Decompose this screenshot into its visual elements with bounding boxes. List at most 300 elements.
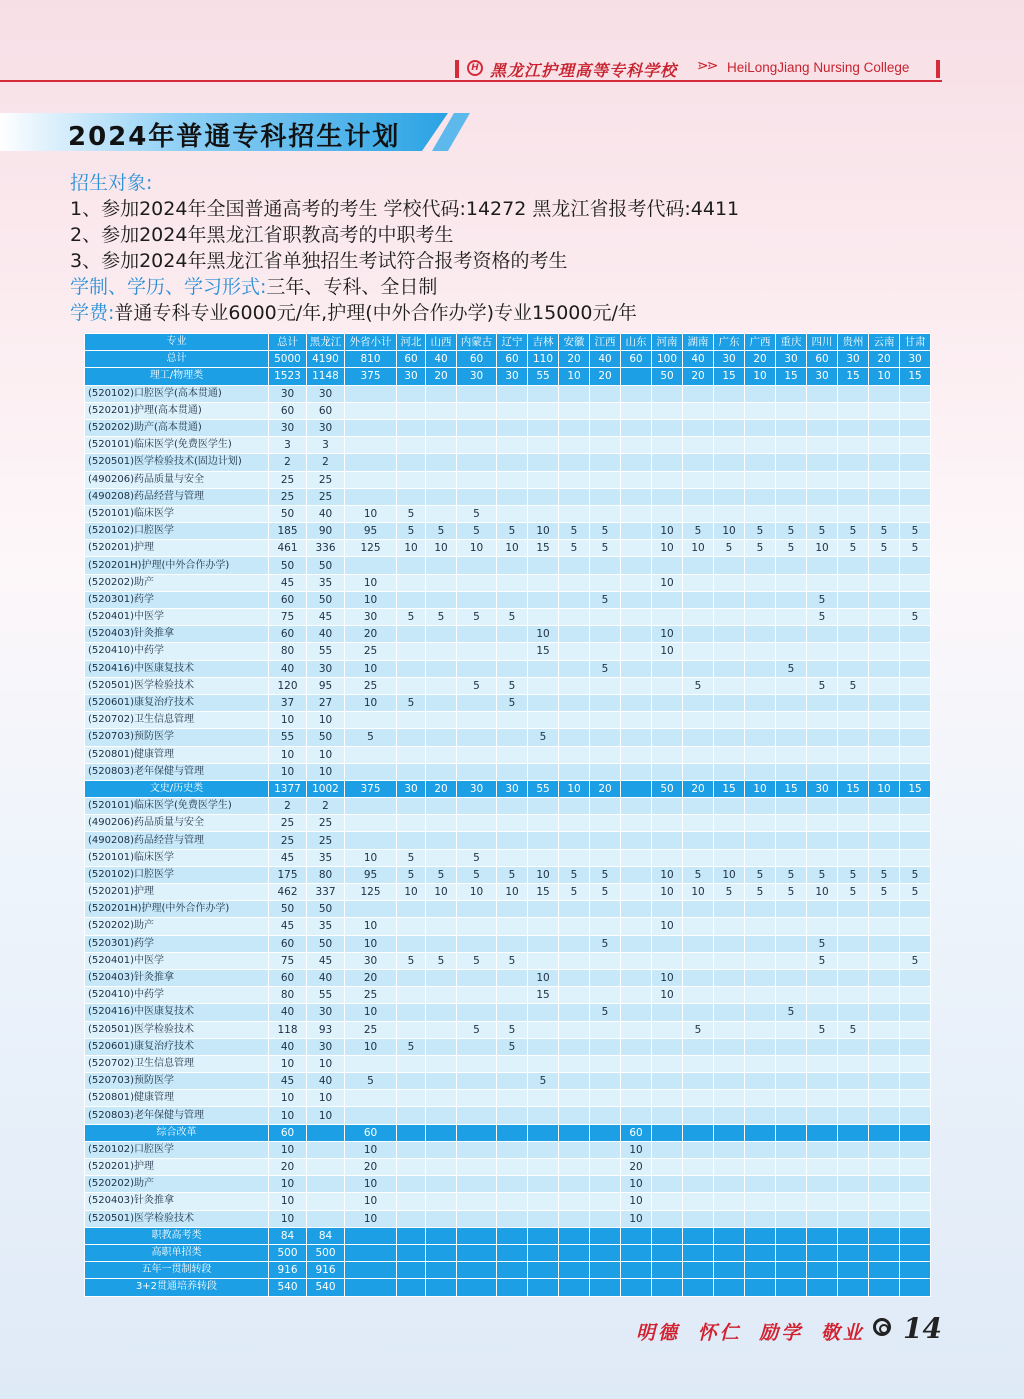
quota-cell	[457, 574, 497, 591]
quota-cell	[397, 385, 426, 402]
quota-cell: 25	[269, 815, 307, 832]
quota-cell: 5	[683, 1021, 714, 1038]
quota-cell	[426, 1073, 457, 1090]
table-row	[85, 505, 931, 522]
quota-cell	[745, 660, 776, 677]
quota-cell	[457, 1055, 497, 1072]
quota-cell: 5	[497, 866, 528, 883]
quota-cell	[652, 1038, 683, 1055]
quota-cell	[900, 694, 931, 711]
quota-cell	[426, 437, 457, 454]
quota-cell	[590, 1090, 621, 1107]
quota-cell	[457, 488, 497, 505]
quota-cell	[590, 402, 621, 419]
quota-cell	[745, 454, 776, 471]
quota-cell: 25	[307, 488, 345, 505]
quota-cell	[590, 385, 621, 402]
quota-cell	[776, 454, 807, 471]
quota-cell	[621, 849, 652, 866]
quota-cell	[900, 849, 931, 866]
quota-cell: 10	[652, 540, 683, 557]
quota-cell	[869, 385, 900, 402]
quota-cell	[426, 918, 457, 935]
quota-cell: 5	[714, 884, 745, 901]
quota-cell: 5	[838, 884, 869, 901]
table-row	[85, 677, 931, 694]
quota-cell	[652, 471, 683, 488]
system-label: 学制、学历、学习形式:	[70, 276, 267, 298]
table-row	[85, 832, 931, 849]
quota-cell	[683, 505, 714, 522]
quota-cell	[590, 437, 621, 454]
quota-cell: 3	[307, 437, 345, 454]
column-header: 江西	[590, 334, 621, 351]
quota-cell	[497, 626, 528, 643]
quota-cell	[528, 591, 559, 608]
quota-cell	[345, 746, 397, 763]
quota-cell	[590, 1279, 621, 1296]
quota-cell	[457, 832, 497, 849]
quota-cell	[426, 832, 457, 849]
table-row	[85, 849, 931, 866]
quota-cell	[714, 935, 745, 952]
quota-cell	[745, 918, 776, 935]
quota-cell	[457, 402, 497, 419]
quota-cell: 84	[307, 1227, 345, 1244]
quota-cell	[838, 1279, 869, 1296]
quota-cell	[683, 815, 714, 832]
quota-cell	[652, 815, 683, 832]
quota-cell	[776, 987, 807, 1004]
quota-cell: 20	[683, 368, 714, 385]
quota-cell: 30	[807, 368, 838, 385]
major-name-cell: (520702)卫生信息管理	[85, 712, 269, 729]
quota-cell	[900, 832, 931, 849]
quota-cell: 30	[307, 419, 345, 436]
quota-cell	[497, 1279, 528, 1296]
major-name-cell: (520601)康复治疗技术	[85, 694, 269, 711]
quota-cell	[869, 1038, 900, 1055]
quota-cell: 5	[900, 540, 931, 557]
quota-cell: 50	[269, 901, 307, 918]
table-row	[85, 987, 931, 1004]
quota-cell	[776, 712, 807, 729]
quota-cell	[426, 1210, 457, 1227]
quota-cell	[621, 694, 652, 711]
table-row	[85, 1073, 931, 1090]
quota-cell	[776, 969, 807, 986]
quota-cell	[714, 437, 745, 454]
quota-cell	[683, 712, 714, 729]
quota-cell	[776, 677, 807, 694]
quota-cell	[528, 574, 559, 591]
major-name-cell: (520101)临床医学	[85, 849, 269, 866]
quota-cell	[838, 712, 869, 729]
quota-cell: 15	[528, 884, 559, 901]
quota-cell	[528, 1176, 559, 1193]
quota-cell	[652, 798, 683, 815]
quota-cell	[807, 746, 838, 763]
quota-cell	[652, 901, 683, 918]
quota-cell: 10	[621, 1176, 652, 1193]
quota-cell	[652, 1004, 683, 1021]
quota-cell	[590, 1176, 621, 1193]
quota-cell	[807, 1107, 838, 1124]
quota-cell	[559, 1279, 590, 1296]
quota-cell	[345, 1107, 397, 1124]
quota-cell	[900, 1176, 931, 1193]
quota-cell	[900, 987, 931, 1004]
quota-cell	[807, 694, 838, 711]
quota-cell: 50	[652, 780, 683, 797]
quota-cell	[869, 1210, 900, 1227]
quota-cell: 5	[869, 540, 900, 557]
quota-cell	[559, 402, 590, 419]
quota-cell	[714, 1227, 745, 1244]
quota-cell	[345, 454, 397, 471]
quota-cell	[869, 729, 900, 746]
quota-cell	[807, 385, 838, 402]
quota-cell	[457, 626, 497, 643]
quota-cell	[745, 969, 776, 986]
column-header: 甘肃	[900, 334, 931, 351]
quota-cell	[838, 1141, 869, 1158]
quota-cell: 25	[345, 643, 397, 660]
quota-cell	[683, 1073, 714, 1090]
quota-cell	[559, 969, 590, 986]
quota-cell: 1377	[269, 780, 307, 797]
quota-cell	[528, 402, 559, 419]
quota-cell	[457, 1004, 497, 1021]
quota-cell: 15	[714, 780, 745, 797]
quota-cell	[590, 918, 621, 935]
quota-cell: 5	[426, 866, 457, 883]
quota-cell: 37	[269, 694, 307, 711]
quota-cell	[497, 660, 528, 677]
quota-cell: 337	[307, 884, 345, 901]
section-row	[85, 1124, 931, 1141]
quota-cell	[559, 385, 590, 402]
table-header-row	[85, 334, 931, 351]
table-row	[85, 1090, 931, 1107]
quota-cell	[869, 849, 900, 866]
quota-cell: 5	[497, 1021, 528, 1038]
quota-cell: 5	[397, 849, 426, 866]
quota-cell	[528, 952, 559, 969]
quota-cell: 5	[776, 884, 807, 901]
major-name-cell: (520501)医学检验技术	[85, 1210, 269, 1227]
summary-row	[85, 1244, 931, 1261]
quota-cell: 50	[307, 901, 345, 918]
quota-cell	[714, 1244, 745, 1261]
quota-cell: 40	[683, 351, 714, 368]
quota-cell	[714, 832, 745, 849]
column-header: 云南	[869, 334, 900, 351]
quota-cell	[838, 402, 869, 419]
quota-cell	[345, 488, 397, 505]
quota-cell: 10	[621, 1193, 652, 1210]
quota-cell	[776, 1159, 807, 1176]
quota-cell	[807, 1004, 838, 1021]
quota-cell: 10	[307, 1055, 345, 1072]
quota-cell: 55	[269, 729, 307, 746]
quota-cell	[838, 454, 869, 471]
major-name-cell: 职教高考类	[85, 1227, 269, 1244]
quota-cell	[345, 557, 397, 574]
quota-cell	[528, 419, 559, 436]
quota-cell	[345, 1055, 397, 1072]
quota-cell	[652, 660, 683, 677]
quota-cell	[528, 1244, 559, 1261]
quota-cell	[900, 660, 931, 677]
quota-cell: 35	[307, 918, 345, 935]
quota-cell	[869, 505, 900, 522]
quota-cell	[807, 1159, 838, 1176]
quota-cell	[869, 1176, 900, 1193]
quota-cell	[397, 1210, 426, 1227]
quota-cell: 60	[621, 1124, 652, 1141]
quota-cell: 60	[457, 351, 497, 368]
quota-cell	[457, 729, 497, 746]
quota-cell: 84	[269, 1227, 307, 1244]
quota-cell: 20	[590, 368, 621, 385]
quota-cell	[528, 437, 559, 454]
quota-cell	[426, 1244, 457, 1261]
quota-cell	[683, 402, 714, 419]
quota-cell	[683, 901, 714, 918]
quota-cell: 5	[776, 523, 807, 540]
quota-cell: 10	[345, 1038, 397, 1055]
quota-cell: 5	[776, 1004, 807, 1021]
quota-cell	[838, 557, 869, 574]
quota-cell	[807, 901, 838, 918]
quota-cell	[714, 1038, 745, 1055]
table-row	[85, 1021, 931, 1038]
quota-cell	[559, 591, 590, 608]
quota-cell	[397, 1262, 426, 1279]
major-name-cell: (520501)医学检验技术(固边计划)	[85, 454, 269, 471]
quota-cell	[807, 798, 838, 815]
quota-cell	[745, 1073, 776, 1090]
quota-cell: 5	[807, 523, 838, 540]
quota-cell	[590, 1227, 621, 1244]
quota-cell	[528, 1004, 559, 1021]
quota-cell	[397, 437, 426, 454]
quota-cell	[838, 969, 869, 986]
quota-cell	[900, 935, 931, 952]
quota-cell	[528, 1193, 559, 1210]
major-name-cell: (520201)护理	[85, 1159, 269, 1176]
quota-cell	[745, 712, 776, 729]
column-header: 黑龙江	[307, 334, 345, 351]
quota-cell	[457, 918, 497, 935]
quota-cell	[838, 385, 869, 402]
quota-cell: 5	[900, 952, 931, 969]
quota-cell: 10	[345, 1004, 397, 1021]
quota-cell	[590, 763, 621, 780]
quota-cell: 60	[269, 935, 307, 952]
quota-cell: 462	[269, 884, 307, 901]
table-row	[85, 574, 931, 591]
quota-cell	[838, 574, 869, 591]
quota-cell	[345, 1279, 397, 1296]
table-row	[85, 1159, 931, 1176]
quota-cell	[683, 918, 714, 935]
quota-cell	[497, 1073, 528, 1090]
quota-cell	[683, 643, 714, 660]
quota-cell	[869, 660, 900, 677]
major-name-cell: (520801)健康管理	[85, 1090, 269, 1107]
quota-cell	[776, 1107, 807, 1124]
quota-cell	[776, 918, 807, 935]
quota-cell	[621, 609, 652, 626]
quota-cell	[559, 1210, 590, 1227]
quota-cell: 375	[345, 780, 397, 797]
quota-cell	[652, 437, 683, 454]
quota-cell: 30	[307, 660, 345, 677]
quota-cell: 5	[869, 884, 900, 901]
table-row	[85, 952, 931, 969]
quota-cell	[776, 815, 807, 832]
quota-cell: 5	[497, 1038, 528, 1055]
quota-cell	[590, 505, 621, 522]
quota-cell: 30	[457, 780, 497, 797]
school-motto: 明德 怀仁 励学 敬业	[636, 1322, 865, 1344]
quota-cell	[397, 1124, 426, 1141]
quota-cell	[745, 1141, 776, 1158]
quota-cell	[714, 626, 745, 643]
quota-cell	[559, 763, 590, 780]
quota-cell	[426, 1055, 457, 1072]
quota-cell: 45	[269, 1073, 307, 1090]
quota-cell: 10	[345, 918, 397, 935]
quota-cell: 2	[307, 454, 345, 471]
quota-cell	[397, 1055, 426, 1072]
quota-cell: 10	[652, 884, 683, 901]
quota-cell	[652, 935, 683, 952]
quota-cell: 5	[900, 609, 931, 626]
quota-cell: 120	[269, 677, 307, 694]
quota-cell	[652, 677, 683, 694]
quota-cell	[838, 1004, 869, 1021]
quota-cell	[900, 1038, 931, 1055]
quota-cell: 10	[269, 1193, 307, 1210]
quota-cell	[869, 1262, 900, 1279]
quota-cell: 5	[807, 952, 838, 969]
section-row	[85, 368, 931, 385]
quota-cell	[745, 626, 776, 643]
quota-cell	[776, 626, 807, 643]
quota-cell	[652, 763, 683, 780]
quota-cell	[869, 712, 900, 729]
quota-cell	[745, 574, 776, 591]
quota-cell	[838, 763, 869, 780]
quota-cell	[497, 798, 528, 815]
quota-cell	[590, 987, 621, 1004]
quota-cell: 10	[457, 884, 497, 901]
quota-cell	[559, 1227, 590, 1244]
quota-cell: 5	[590, 660, 621, 677]
quota-cell	[528, 849, 559, 866]
quota-cell	[683, 557, 714, 574]
quota-cell	[590, 1262, 621, 1279]
quota-cell	[838, 1090, 869, 1107]
quota-cell: 10	[497, 884, 528, 901]
quota-cell	[807, 815, 838, 832]
quota-cell	[714, 763, 745, 780]
major-name-cell: (520201)护理	[85, 540, 269, 557]
quota-cell: 5	[426, 609, 457, 626]
quota-cell	[869, 763, 900, 780]
quota-cell	[528, 557, 559, 574]
quota-cell	[683, 488, 714, 505]
table-row	[85, 901, 931, 918]
quota-cell: 1002	[307, 780, 345, 797]
quota-cell	[714, 677, 745, 694]
quota-cell	[652, 454, 683, 471]
quota-cell: 60	[397, 351, 426, 368]
table-row	[85, 471, 931, 488]
quota-cell	[497, 454, 528, 471]
quota-cell	[683, 1107, 714, 1124]
quota-cell	[559, 849, 590, 866]
quota-cell: 40	[269, 1004, 307, 1021]
quota-cell: 10	[345, 1176, 397, 1193]
intro-item-1: 1、参加2024年全国普通高考的考生 学校代码:14272 黑龙江省报考代码:4411	[70, 198, 740, 220]
school-name-en: HeiLongJiang Nursing College	[727, 60, 910, 75]
quota-cell	[776, 1141, 807, 1158]
quota-cell	[621, 523, 652, 540]
quota-cell	[838, 488, 869, 505]
quota-cell: 25	[269, 471, 307, 488]
quota-cell	[714, 1193, 745, 1210]
quota-cell: 5	[457, 523, 497, 540]
quota-cell: 25	[269, 832, 307, 849]
major-name-cell: (520102)口腔医学	[85, 1141, 269, 1158]
quota-cell: 2	[307, 798, 345, 815]
quota-cell: 45	[269, 918, 307, 935]
quota-cell: 60	[497, 351, 528, 368]
quota-cell	[745, 763, 776, 780]
quota-cell: 5	[869, 523, 900, 540]
quota-cell	[457, 454, 497, 471]
circle-emblem-icon	[873, 1318, 891, 1336]
quota-cell: 10	[528, 523, 559, 540]
quota-cell	[869, 1159, 900, 1176]
quota-cell	[426, 815, 457, 832]
quota-cell	[683, 419, 714, 436]
major-name-cell: (520416)中医康复技术	[85, 660, 269, 677]
major-name-cell: (520401)中医学	[85, 609, 269, 626]
quota-cell	[745, 832, 776, 849]
quota-cell: 95	[307, 677, 345, 694]
quota-cell	[869, 798, 900, 815]
quota-cell	[345, 1244, 397, 1261]
quota-cell	[397, 626, 426, 643]
quota-cell: 55	[307, 643, 345, 660]
quota-cell	[397, 557, 426, 574]
quota-cell	[838, 1055, 869, 1072]
quota-cell	[776, 1210, 807, 1227]
column-header: 广西	[745, 334, 776, 351]
quota-cell	[397, 1227, 426, 1244]
quota-cell	[621, 1021, 652, 1038]
major-name-cell: (490206)药品质量与安全	[85, 471, 269, 488]
quota-cell	[559, 1038, 590, 1055]
quota-cell	[776, 729, 807, 746]
quota-cell: 10	[714, 866, 745, 883]
major-name-cell: (520102)口腔医学	[85, 866, 269, 883]
